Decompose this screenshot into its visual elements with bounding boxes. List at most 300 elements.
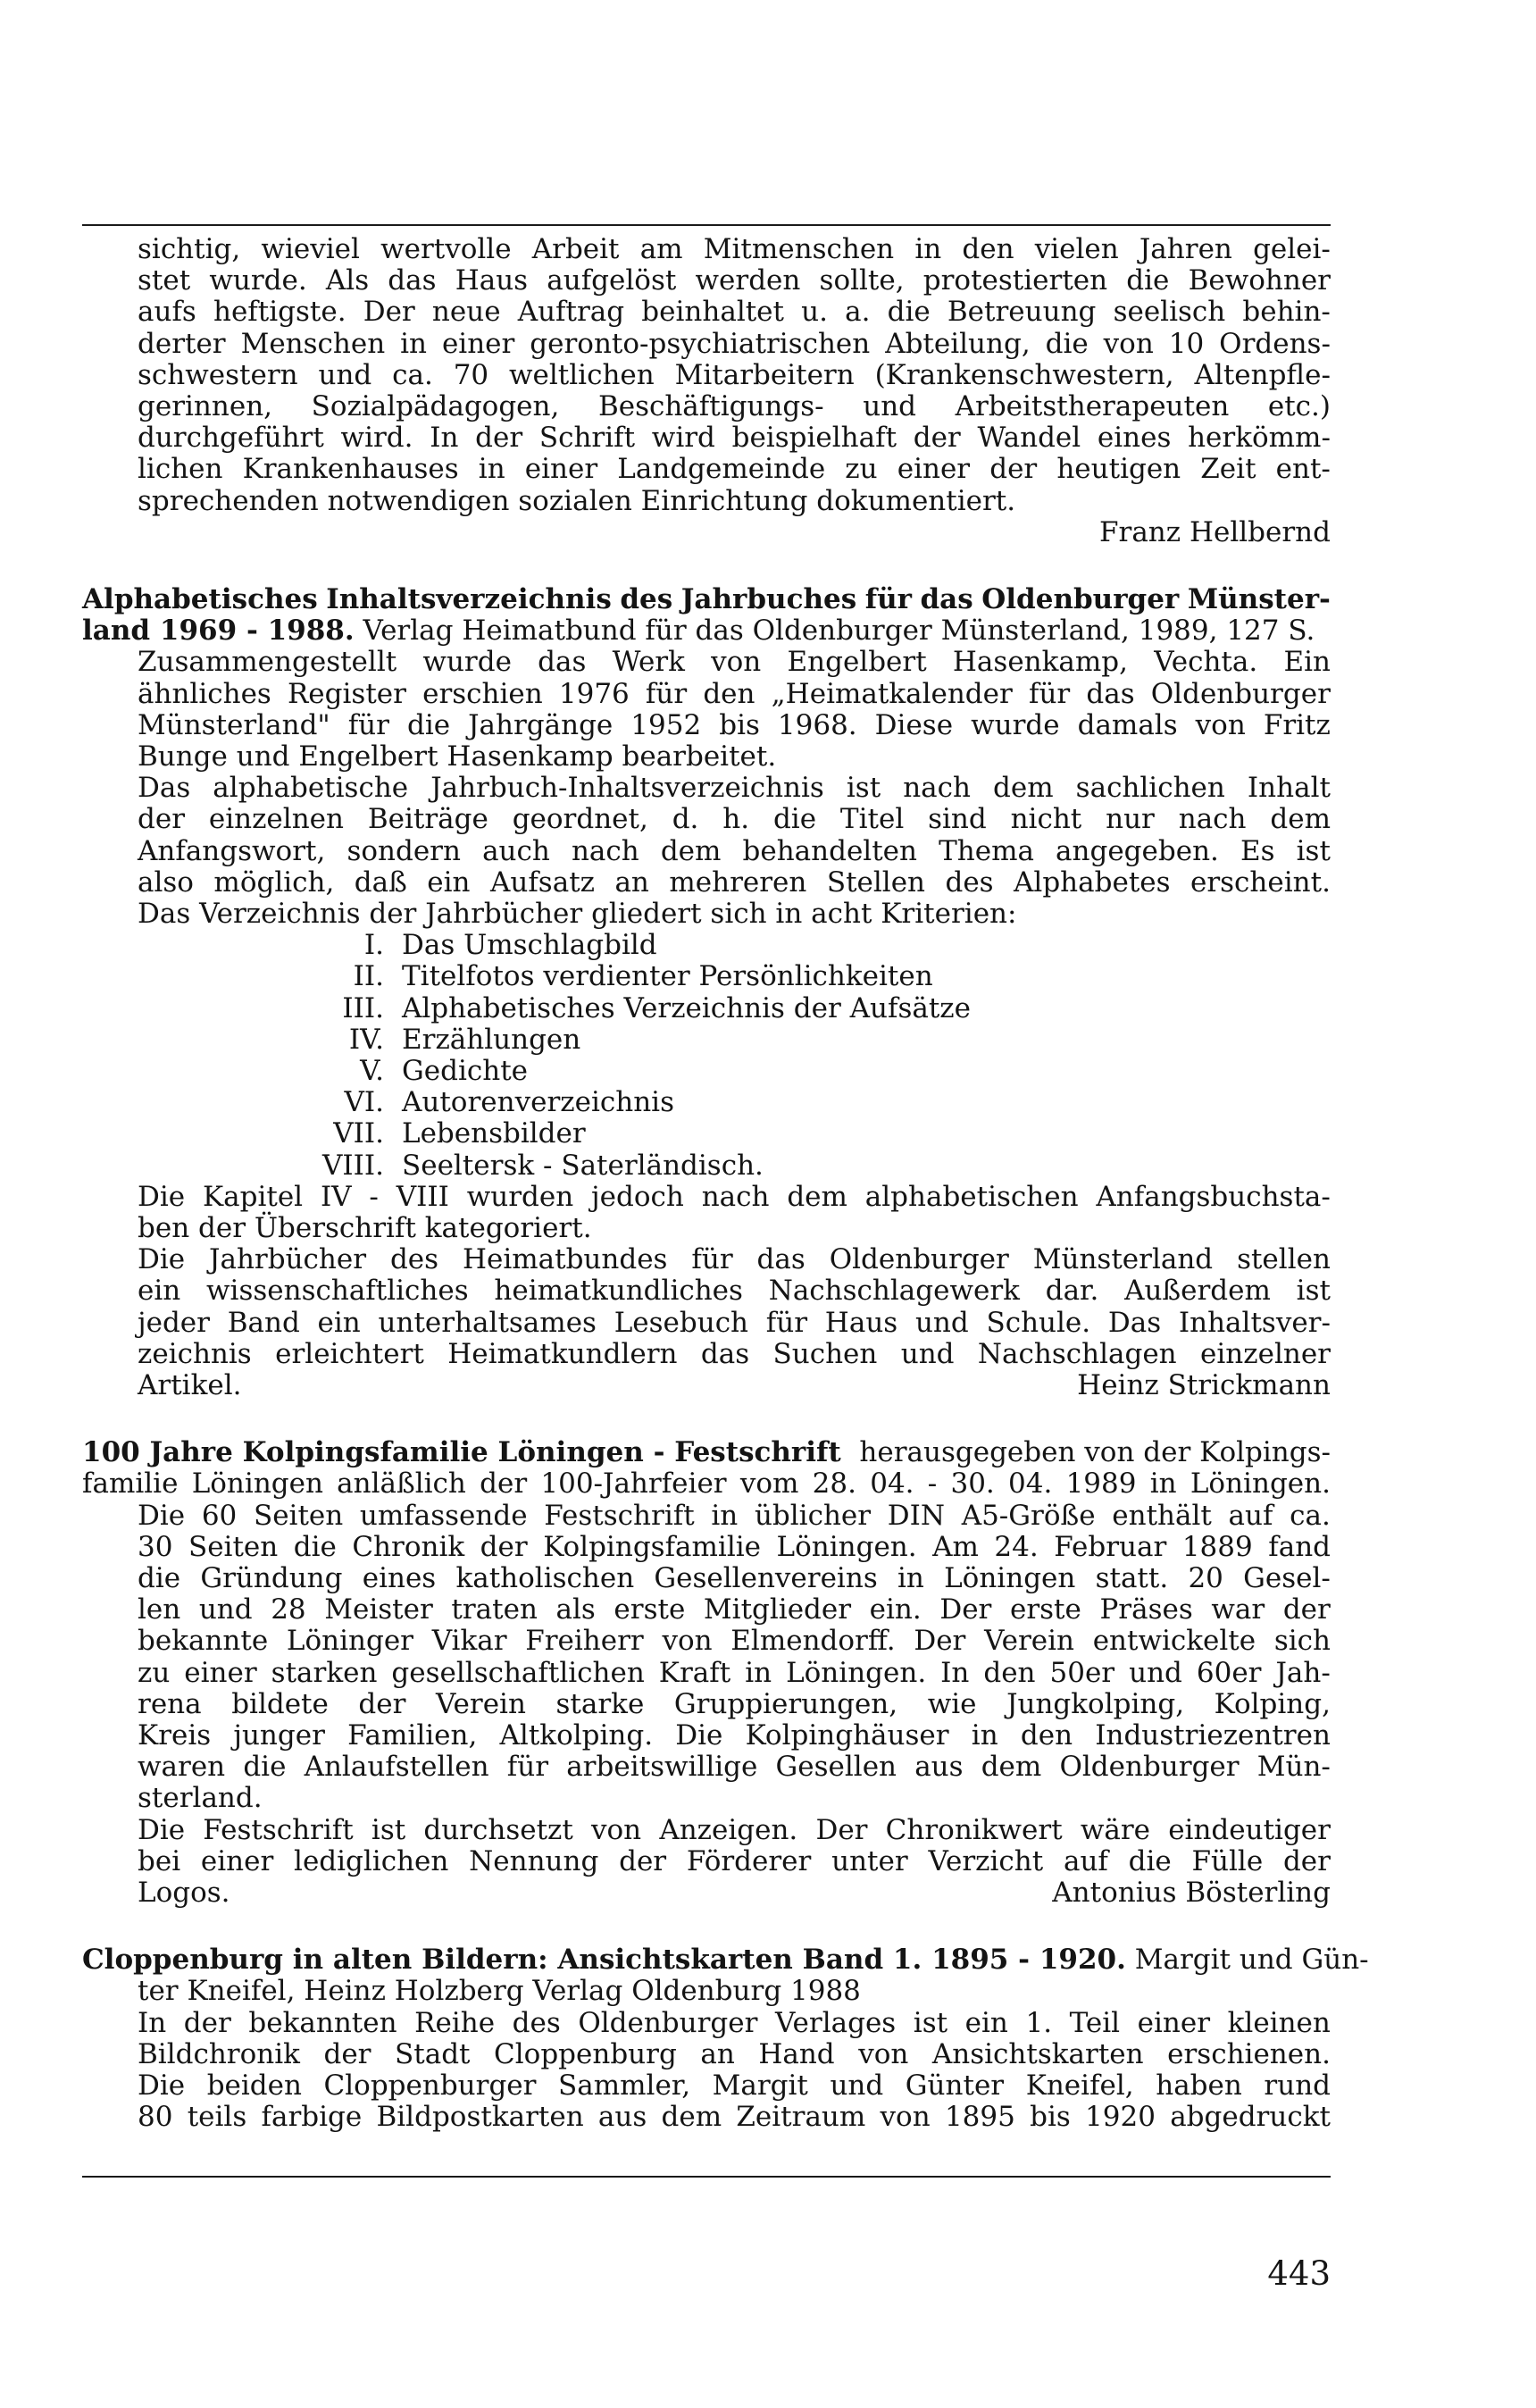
word: einzelnen xyxy=(208,803,344,836)
word: Festschrift xyxy=(544,1499,695,1532)
word: Außerdem xyxy=(1124,1275,1271,1308)
word: ist xyxy=(1296,834,1331,867)
word: der xyxy=(323,2037,371,2070)
text-span: Artikel. xyxy=(138,1368,242,1401)
word: für xyxy=(691,1243,733,1276)
word: in xyxy=(897,1562,924,1594)
word: herkömm- xyxy=(1188,422,1331,455)
word: Landgemeinde xyxy=(617,453,826,486)
word: und xyxy=(198,1593,253,1626)
word: erschienen. xyxy=(1167,2037,1331,2070)
word: gesellschaftlichen xyxy=(391,1656,645,1689)
criteria-text: Autorenverzeichnis xyxy=(402,1086,674,1119)
word: Freiherr xyxy=(525,1625,644,1658)
word: der xyxy=(358,1687,406,1720)
word: ist xyxy=(371,1813,406,1846)
word: wird xyxy=(651,422,715,455)
word: Zusammengestellt xyxy=(138,646,397,679)
word: das xyxy=(700,1337,750,1370)
word: Der xyxy=(914,1625,966,1658)
word: wurden xyxy=(466,1180,574,1213)
word: behin- xyxy=(1242,296,1331,329)
word: Titel xyxy=(839,803,905,836)
word: der xyxy=(619,1844,667,1877)
word: bildete xyxy=(231,1687,329,1720)
word: statt. xyxy=(1095,1562,1169,1594)
word: Jahrgänge xyxy=(468,708,614,741)
signature-line xyxy=(82,1877,1331,1909)
signature: Franz Hellbernd xyxy=(1099,515,1331,548)
criteria-item xyxy=(82,1024,1331,1056)
word: Die xyxy=(675,1719,723,1752)
word: 20 xyxy=(1188,1562,1223,1594)
word: in xyxy=(971,1719,998,1752)
word: Wandel xyxy=(977,422,1081,455)
word: Sozialpädagogen, xyxy=(311,390,560,423)
text-line xyxy=(82,1815,1331,1846)
word: Gründung xyxy=(200,1562,343,1594)
word: den xyxy=(962,233,1014,265)
word: derter xyxy=(138,327,226,360)
text-line xyxy=(82,297,1331,328)
criteria-number: V. xyxy=(360,1055,384,1088)
word: protestierten xyxy=(922,264,1108,297)
word: Das xyxy=(138,772,191,805)
text-span: sterland. xyxy=(138,1782,263,1815)
word: Der xyxy=(815,1813,868,1846)
word: Band xyxy=(227,1306,300,1339)
word: Ansichtskarten xyxy=(931,2037,1144,2070)
word: dem xyxy=(981,1751,1042,1784)
signature: Antonius Bösterling xyxy=(1052,1877,1331,1910)
word: Der xyxy=(939,1593,992,1626)
word: üblicher xyxy=(754,1499,872,1532)
word: dem xyxy=(787,1180,847,1213)
word: von xyxy=(858,2037,909,2070)
word: lichen xyxy=(138,453,223,486)
word: Register xyxy=(287,677,406,710)
word: Kraft xyxy=(658,1656,731,1689)
word: erste xyxy=(614,1593,686,1626)
text-line xyxy=(82,1720,1331,1752)
word: sondern xyxy=(346,834,461,867)
word: der xyxy=(480,1530,528,1563)
criteria-text: Seeltersk - Saterländisch. xyxy=(402,1149,764,1182)
word: Bewohner xyxy=(1188,264,1331,297)
word: erleichtert xyxy=(275,1337,424,1370)
spacer xyxy=(82,1401,1331,1437)
text-line xyxy=(82,1658,1331,1689)
word: Nachschlagewerk xyxy=(768,1275,1020,1308)
word: umfassende xyxy=(359,1499,528,1532)
word: dem xyxy=(993,772,1054,805)
word: des xyxy=(620,583,673,616)
word: Die xyxy=(138,1813,186,1846)
criteria-text: Alphabetisches Verzeichnis der Aufsätze xyxy=(402,991,971,1024)
text-line xyxy=(82,2070,1331,2102)
text-line xyxy=(82,486,1331,517)
criteria-item xyxy=(82,1087,1331,1118)
word: Mitmenschen xyxy=(703,233,895,265)
text-line xyxy=(82,679,1331,710)
word: sollte, xyxy=(819,264,905,297)
text-span: Bunge und Engelbert Hasenkamp bearbeitet. xyxy=(138,740,777,773)
word: Alphabetes xyxy=(1014,865,1171,899)
word: 1920 xyxy=(1085,2101,1156,2134)
word: die xyxy=(1126,264,1170,297)
word: 70 xyxy=(453,358,489,391)
text-line xyxy=(82,1275,1331,1307)
word: Münsterland" xyxy=(138,708,330,741)
word: Mitarbeitern xyxy=(674,358,855,391)
text-line xyxy=(82,2102,1331,2133)
word: Verein xyxy=(436,1687,526,1720)
word: von xyxy=(880,2101,931,2134)
word: bis xyxy=(1030,2101,1071,2134)
word: 1895 xyxy=(944,2101,1015,2134)
word: Schrift xyxy=(538,422,636,455)
word: ca. xyxy=(392,358,433,391)
word: Arbeit xyxy=(531,233,620,265)
word: Cloppenburger xyxy=(323,2069,537,2103)
word: haben xyxy=(1156,2069,1242,2103)
word: Betreuung xyxy=(947,296,1097,329)
word: Vechta. xyxy=(1154,646,1258,679)
word: A5-Größe xyxy=(961,1499,1096,1532)
word: die xyxy=(772,803,817,836)
word: alphabetischen xyxy=(864,1180,1079,1213)
review-cloppenburg xyxy=(82,1944,1369,2134)
word: ist xyxy=(913,2006,948,2039)
word: Meister xyxy=(324,1593,433,1626)
word: Förderer xyxy=(686,1844,812,1877)
word: Löningen. xyxy=(786,1656,927,1689)
word: bekannte xyxy=(138,1625,269,1658)
text-span: ben der Überschrift kategoriert. xyxy=(138,1211,592,1244)
word: beispielhaft xyxy=(731,422,897,455)
review-inhaltsverzeichnis xyxy=(82,584,1331,1401)
criteria-item xyxy=(82,930,1331,961)
word: lediglichen xyxy=(294,1844,449,1877)
text-span: herausgegeben von der Kolpings- xyxy=(850,1436,1331,1469)
word: Mitglieder xyxy=(703,1593,852,1626)
word: heftigste. xyxy=(213,296,346,329)
word: wäre xyxy=(1080,1813,1151,1846)
text-span: sprechenden notwendigen sozialen Einrichtung dokumentiert. xyxy=(138,484,1016,517)
word: 28 xyxy=(271,1593,306,1626)
word: Das xyxy=(1107,1306,1162,1339)
text-line xyxy=(82,899,1331,930)
text-span: Logos. xyxy=(138,1877,230,1910)
review-title xyxy=(82,1437,1331,1468)
text-line xyxy=(82,1308,1331,1339)
word: Gesellen xyxy=(775,1751,897,1784)
word: Mün- xyxy=(1256,1751,1331,1784)
word: Löningen. xyxy=(776,1530,917,1563)
text-span: Das Verzeichnis der Jahrbücher gliedert sich in acht Kriterien: xyxy=(138,898,1017,931)
word: Auftrag xyxy=(517,296,625,329)
spacer xyxy=(82,1909,1331,1944)
word: stellen xyxy=(1237,1243,1331,1276)
word: sachlichen xyxy=(1075,772,1225,805)
word: Teil xyxy=(1069,2006,1121,2039)
word: des xyxy=(389,1243,439,1276)
word: Oldenburger xyxy=(1150,677,1331,710)
word: beiden xyxy=(206,2069,302,2103)
word: Am xyxy=(932,1530,979,1563)
word: Familien, xyxy=(347,1719,478,1752)
body-text xyxy=(82,233,1369,2134)
signature-line xyxy=(82,517,1331,548)
word: ein xyxy=(964,2006,1008,2039)
word: für xyxy=(765,1306,808,1339)
review-kolpingsfamilie xyxy=(82,1437,1331,1909)
word: Jahrbuch-Inhaltsverzeichnis xyxy=(430,772,824,805)
word: Die xyxy=(138,2069,186,2103)
word: die xyxy=(1128,1844,1172,1877)
criteria-text: Das Umschlagbild xyxy=(402,929,657,962)
word: Löningen. xyxy=(1190,1467,1331,1501)
word: Stadt xyxy=(395,2037,471,2070)
text-span: 100 Jahre Kolpingsfamilie Löningen - Festschrift xyxy=(82,1436,841,1469)
word: an xyxy=(614,865,649,899)
text-line xyxy=(82,1846,1331,1877)
word: den xyxy=(1020,1719,1073,1752)
word: (Krankenschwestern, xyxy=(874,358,1174,391)
word: Margit xyxy=(712,2069,808,2103)
word: Anfangswort, xyxy=(138,834,326,867)
criteria-number: II. xyxy=(353,960,384,993)
word: die xyxy=(293,1530,337,1563)
word: zu xyxy=(138,1656,171,1689)
word: Festschrift xyxy=(203,1813,354,1846)
word: a. xyxy=(845,296,871,329)
criteria-text: Titelfotos verdienter Persönlichkeiten xyxy=(402,960,933,993)
text-line xyxy=(82,422,1331,454)
text-line xyxy=(82,1244,1331,1275)
word: Seiten xyxy=(188,1530,279,1563)
word: beinhaltet xyxy=(641,296,784,329)
word: ein. xyxy=(869,1593,922,1626)
word: Vikar xyxy=(431,1625,507,1658)
word: 1889 xyxy=(1181,1530,1253,1563)
word: einer xyxy=(441,327,515,360)
word: Jahrbuches xyxy=(680,583,857,616)
word: DIN xyxy=(887,1499,945,1532)
word: Anzeigen. xyxy=(659,1813,798,1846)
word: einer xyxy=(524,453,598,486)
text-line xyxy=(82,1182,1331,1213)
word: rund xyxy=(1264,2069,1331,2103)
word: dem xyxy=(660,834,722,867)
word: Fritz xyxy=(1263,708,1331,741)
word: 04. xyxy=(870,1467,914,1501)
word: 100-Jahrfeier xyxy=(540,1467,727,1501)
word: von xyxy=(662,1625,713,1658)
criteria-item xyxy=(82,993,1331,1024)
word: anläßlich xyxy=(337,1467,466,1501)
word: waren xyxy=(138,1751,226,1784)
word: wurde. xyxy=(209,264,307,297)
word: Fülle xyxy=(1191,1844,1264,1877)
text-line xyxy=(82,1783,1331,1814)
word: aufgelöst xyxy=(547,264,677,297)
word: Gesellenvereins xyxy=(654,1562,878,1594)
text-span: Verlag Heimatbund für das Oldenburger Münsterland, 1989, 127 S. xyxy=(354,615,1315,648)
word: Kneifel, xyxy=(1025,2069,1134,2103)
text-line xyxy=(82,391,1331,422)
word: der xyxy=(475,422,523,455)
word: teils xyxy=(187,2101,247,2134)
text-line xyxy=(82,804,1331,835)
word: und xyxy=(914,1306,969,1339)
word: der xyxy=(913,422,961,455)
word: bis xyxy=(719,708,760,741)
word: und xyxy=(830,2069,884,2103)
text-line xyxy=(82,710,1331,741)
word: Suchen xyxy=(772,1337,878,1370)
word: 60er xyxy=(1196,1656,1262,1689)
word: In xyxy=(940,1656,970,1689)
review-title xyxy=(82,1944,1369,1977)
word: einzelner xyxy=(1200,1337,1331,1370)
word: 30. xyxy=(950,1467,995,1501)
word: Altkolping. xyxy=(499,1719,654,1752)
word: ca. xyxy=(1290,1499,1331,1532)
word: wertvolle xyxy=(380,233,512,265)
word: Ein xyxy=(1283,646,1331,679)
word: aus xyxy=(597,2101,647,2134)
word: in xyxy=(400,327,428,360)
criteria-number: VII. xyxy=(333,1117,384,1150)
spacer xyxy=(82,548,1331,584)
signature-line xyxy=(82,1370,1331,1401)
word: Elmendorff. xyxy=(730,1625,896,1658)
criteria-number: III. xyxy=(342,991,384,1024)
word: Menschen xyxy=(240,327,386,360)
word: wurde xyxy=(971,708,1060,741)
top-rule xyxy=(82,224,1331,226)
text-line xyxy=(82,1689,1331,1720)
word: etc.) xyxy=(1267,390,1331,423)
word: Engelbert xyxy=(787,646,927,679)
word: in xyxy=(914,233,942,265)
review-title xyxy=(82,584,1331,615)
word: der xyxy=(183,2006,231,2039)
word: Inhaltsver- xyxy=(1178,1306,1331,1339)
word: der xyxy=(480,1467,528,1501)
word: nach xyxy=(701,1180,770,1213)
text-line xyxy=(82,1563,1331,1594)
word: wurde xyxy=(422,646,512,679)
word: weltlichen xyxy=(509,358,655,391)
word: sichtig, xyxy=(138,233,241,265)
criteria-list xyxy=(82,930,1331,1182)
word: ist xyxy=(846,772,881,805)
word: Anlaufstellen xyxy=(304,1751,489,1784)
word: stet xyxy=(138,264,191,297)
word: Hand xyxy=(758,2037,835,2070)
word: Der xyxy=(363,296,415,329)
word: 1952 xyxy=(630,708,702,741)
word: Gesel- xyxy=(1243,1562,1331,1594)
word: starke xyxy=(555,1687,645,1720)
word: möglich, xyxy=(213,865,335,899)
criteria-item xyxy=(82,1118,1331,1150)
word: Oldenburger xyxy=(829,1243,1009,1276)
word: und xyxy=(863,390,917,423)
word: Chronikwert xyxy=(885,1813,1063,1846)
word: Haus xyxy=(824,1306,898,1339)
word: Thema xyxy=(939,834,1034,867)
word: Oldenburger xyxy=(981,583,1180,616)
word: Jah- xyxy=(1275,1656,1331,1689)
text-line xyxy=(82,1594,1331,1626)
word: Schule. xyxy=(986,1306,1091,1339)
word: damals xyxy=(1077,708,1178,741)
word: wieviel xyxy=(261,233,360,265)
word: 04. xyxy=(1008,1467,1053,1501)
word: vielen xyxy=(1034,233,1119,265)
word: Februar xyxy=(1054,1530,1167,1563)
word: Kolpingsfamilie xyxy=(543,1530,762,1563)
text-line xyxy=(82,234,1331,265)
word: starken xyxy=(271,1656,378,1689)
text-span: Margit und Gün- xyxy=(1125,1944,1369,1977)
word: nach xyxy=(1178,803,1247,836)
word: Werk xyxy=(612,646,685,679)
word: ein xyxy=(427,865,471,899)
word: geordnet, xyxy=(512,803,648,836)
word: 10 xyxy=(1168,327,1205,360)
word: Verzicht xyxy=(928,1844,1044,1877)
word: Kolping, xyxy=(1214,1687,1331,1720)
word: also xyxy=(138,865,194,899)
word: und xyxy=(1129,1656,1182,1689)
word: bei xyxy=(138,1844,181,1877)
word: d. xyxy=(672,803,699,836)
word: ähnliches xyxy=(138,677,271,710)
word: mehreren xyxy=(669,865,807,899)
word: der xyxy=(1282,1593,1331,1626)
word: angegeben. xyxy=(1056,834,1219,867)
word: auf xyxy=(1228,1499,1273,1532)
word: Chronik xyxy=(352,1530,465,1563)
word: Jungkolping, xyxy=(1006,1687,1185,1720)
word: für xyxy=(506,1751,549,1784)
text-line xyxy=(82,1213,1331,1244)
word: und xyxy=(900,1337,955,1370)
word: eines xyxy=(362,1562,437,1594)
word: einer xyxy=(897,453,971,486)
word: Oldenburger xyxy=(1059,1751,1240,1784)
criteria-number: I. xyxy=(363,929,384,962)
word: die xyxy=(406,708,451,741)
word: Abteilung, xyxy=(885,327,1031,360)
word: als xyxy=(555,1593,596,1626)
text-line xyxy=(82,1468,1331,1500)
word: Gruppierungen, xyxy=(673,1687,898,1720)
word: wissenschaftliches xyxy=(206,1275,469,1308)
word: Altenpfle- xyxy=(1194,358,1331,391)
word: 1. xyxy=(1025,2006,1053,2039)
text-line xyxy=(82,2039,1331,2070)
page-number: 443 xyxy=(1267,2254,1331,2293)
word: VIII xyxy=(396,1180,449,1213)
word: wird. xyxy=(340,422,413,455)
word: wie xyxy=(927,1687,977,1720)
text-line xyxy=(82,1752,1331,1783)
